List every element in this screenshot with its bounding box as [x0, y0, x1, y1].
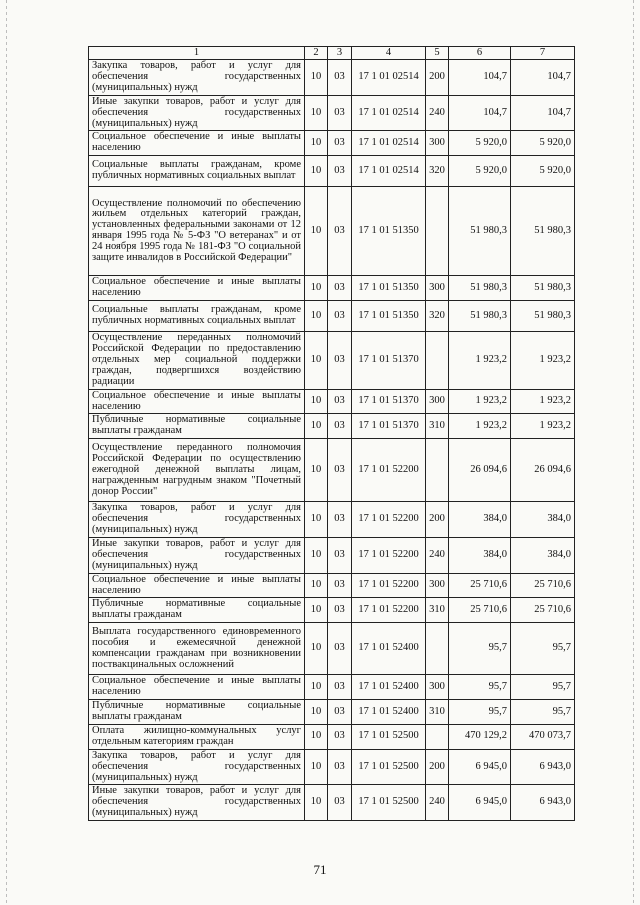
- expense-type-code: [426, 623, 449, 675]
- scan-edge-left: [6, 0, 7, 905]
- amount-year-2: 470 073,7: [511, 724, 575, 749]
- section-code: 10: [305, 537, 328, 573]
- subsection-code: 03: [328, 700, 352, 725]
- table-row: [89, 598, 575, 623]
- section-code: 10: [305, 95, 328, 131]
- expense-type-code: [426, 332, 449, 390]
- subsection-code: 03: [328, 537, 352, 573]
- target-article-code: 17 1 01 52200: [352, 439, 426, 502]
- row-name: Социальное обеспечение и иные выплаты населению: [89, 131, 305, 156]
- table-row: [89, 156, 575, 187]
- amount-year-1: 25 710,6: [449, 573, 511, 598]
- section-code: 10: [305, 389, 328, 414]
- scan-edge-right: [633, 0, 634, 905]
- section-code: 10: [305, 623, 328, 675]
- target-article-code: 17 1 01 51350: [352, 301, 426, 332]
- subsection-code: 03: [328, 573, 352, 598]
- amount-year-2: 104,7: [511, 60, 575, 96]
- expense-type-code: [426, 187, 449, 276]
- table-row: [89, 573, 575, 598]
- column-number: 3: [328, 47, 352, 60]
- column-number: 1: [89, 47, 305, 60]
- expense-type-code: 240: [426, 537, 449, 573]
- amount-year-2: 1 923,2: [511, 414, 575, 439]
- amount-year-2: 95,7: [511, 623, 575, 675]
- subsection-code: 03: [328, 724, 352, 749]
- amount-year-2: 5 920,0: [511, 131, 575, 156]
- table-row: [89, 187, 575, 276]
- target-article-code: 17 1 01 52400: [352, 623, 426, 675]
- amount-year-2: 384,0: [511, 537, 575, 573]
- target-article-code: 17 1 01 51370: [352, 414, 426, 439]
- table-row: [89, 301, 575, 332]
- amount-year-2: 51 980,3: [511, 301, 575, 332]
- expense-type-code: 240: [426, 95, 449, 131]
- subsection-code: 03: [328, 156, 352, 187]
- subsection-code: 03: [328, 332, 352, 390]
- column-number: 2: [305, 47, 328, 60]
- target-article-code: 17 1 01 52200: [352, 598, 426, 623]
- section-code: 10: [305, 156, 328, 187]
- row-name: Социальные выплаты гражданам, кроме публичных нормативных социальных выплат: [89, 156, 305, 187]
- section-code: 10: [305, 502, 328, 538]
- table-row: [89, 439, 575, 502]
- column-number: 7: [511, 47, 575, 60]
- column-numbers-row: [89, 47, 575, 60]
- row-name: Иные закупки товаров, работ и услуг для обеспечения государственных (муниципальных) нужд: [89, 785, 305, 821]
- amount-year-1: 95,7: [449, 623, 511, 675]
- expense-type-code: 200: [426, 502, 449, 538]
- amount-year-1: 5 920,0: [449, 131, 511, 156]
- section-code: 10: [305, 414, 328, 439]
- amount-year-1: 51 980,3: [449, 276, 511, 301]
- column-number: 5: [426, 47, 449, 60]
- row-name: Публичные нормативные социальные выплаты гражданам: [89, 414, 305, 439]
- amount-year-1: 25 710,6: [449, 598, 511, 623]
- subsection-code: 03: [328, 598, 352, 623]
- amount-year-1: 384,0: [449, 502, 511, 538]
- target-article-code: 17 1 01 02514: [352, 95, 426, 131]
- row-name: Публичные нормативные социальные выплаты гражданам: [89, 598, 305, 623]
- expense-type-code: 310: [426, 414, 449, 439]
- amount-year-2: 51 980,3: [511, 276, 575, 301]
- row-name: Иные закупки товаров, работ и услуг для обеспечения государственных (муниципальных) нужд: [89, 537, 305, 573]
- expense-type-code: 300: [426, 573, 449, 598]
- subsection-code: 03: [328, 60, 352, 96]
- target-article-code: 17 1 01 52400: [352, 675, 426, 700]
- target-article-code: 17 1 01 51350: [352, 276, 426, 301]
- amount-year-1: 51 980,3: [449, 187, 511, 276]
- row-name: Осуществление полномочий по обеспечению жильем отдельных категорий граждан, установленных федеральными законами от 12 января 1995 года № 5-ФЗ "О ветеранах" и от 24 ноября 1995 года № 181-ФЗ "О социальной защите инвалидов в Российской Федерации": [89, 187, 305, 276]
- table-row: [89, 785, 575, 821]
- expense-type-code: 200: [426, 60, 449, 96]
- amount-year-1: 95,7: [449, 700, 511, 725]
- section-code: 10: [305, 439, 328, 502]
- table-row: [89, 623, 575, 675]
- row-name: Оплата жилищно-коммунальных услуг отдельным категориям граждан: [89, 724, 305, 749]
- expense-type-code: [426, 724, 449, 749]
- section-code: 10: [305, 724, 328, 749]
- target-article-code: 17 1 01 51370: [352, 332, 426, 390]
- budget-table: [88, 46, 575, 821]
- target-article-code: 17 1 01 52500: [352, 724, 426, 749]
- amount-year-1: 26 094,6: [449, 439, 511, 502]
- amount-year-1: 104,7: [449, 95, 511, 131]
- section-code: 10: [305, 785, 328, 821]
- target-article-code: 17 1 01 02514: [352, 131, 426, 156]
- table-row: [89, 389, 575, 414]
- target-article-code: 17 1 01 51350: [352, 187, 426, 276]
- expense-type-code: 240: [426, 785, 449, 821]
- subsection-code: 03: [328, 414, 352, 439]
- row-name: Публичные нормативные социальные выплаты гражданам: [89, 700, 305, 725]
- row-name: Закупка товаров, работ и услуг для обеспечения государственных (муниципальных) нужд: [89, 749, 305, 785]
- expense-type-code: 300: [426, 131, 449, 156]
- amount-year-1: 6 945,0: [449, 749, 511, 785]
- subsection-code: 03: [328, 502, 352, 538]
- subsection-code: 03: [328, 276, 352, 301]
- expense-type-code: 300: [426, 675, 449, 700]
- subsection-code: 03: [328, 95, 352, 131]
- table-body: [89, 60, 575, 821]
- target-article-code: 17 1 01 52200: [352, 573, 426, 598]
- amount-year-1: 6 945,0: [449, 785, 511, 821]
- row-name: Закупка товаров, работ и услуг для обеспечения государственных (муниципальных) нужд: [89, 60, 305, 96]
- table-row: [89, 276, 575, 301]
- table-row: [89, 502, 575, 538]
- section-code: 10: [305, 301, 328, 332]
- expense-type-code: [426, 439, 449, 502]
- expense-type-code: 320: [426, 301, 449, 332]
- row-name: Выплата государственного единовременного пособия и ежемесячной денежной компенсации гражданам при возникновении поствакцинальных осложнений: [89, 623, 305, 675]
- amount-year-2: 51 980,3: [511, 187, 575, 276]
- target-article-code: 17 1 01 52500: [352, 749, 426, 785]
- row-name: Социальное обеспечение и иные выплаты населению: [89, 573, 305, 598]
- amount-year-2: 1 923,2: [511, 332, 575, 390]
- section-code: 10: [305, 573, 328, 598]
- section-code: 10: [305, 675, 328, 700]
- row-name: Социальное обеспечение и иные выплаты населению: [89, 675, 305, 700]
- amount-year-2: 5 920,0: [511, 156, 575, 187]
- section-code: 10: [305, 187, 328, 276]
- amount-year-1: 384,0: [449, 537, 511, 573]
- amount-year-2: 104,7: [511, 95, 575, 131]
- table-row: [89, 332, 575, 390]
- subsection-code: 03: [328, 623, 352, 675]
- subsection-code: 03: [328, 785, 352, 821]
- amount-year-2: 384,0: [511, 502, 575, 538]
- table-row: [89, 537, 575, 573]
- subsection-code: 03: [328, 439, 352, 502]
- table-row: [89, 675, 575, 700]
- subsection-code: 03: [328, 187, 352, 276]
- expense-type-code: 310: [426, 598, 449, 623]
- subsection-code: 03: [328, 675, 352, 700]
- table-row: [89, 724, 575, 749]
- expense-type-code: 200: [426, 749, 449, 785]
- table-row: [89, 749, 575, 785]
- target-article-code: 17 1 01 02514: [352, 156, 426, 187]
- amount-year-1: 1 923,2: [449, 332, 511, 390]
- row-name: Иные закупки товаров, работ и услуг для обеспечения государственных (муниципальных) нужд: [89, 95, 305, 131]
- subsection-code: 03: [328, 131, 352, 156]
- section-code: 10: [305, 276, 328, 301]
- section-code: 10: [305, 700, 328, 725]
- amount-year-2: 25 710,6: [511, 598, 575, 623]
- amount-year-1: 470 129,2: [449, 724, 511, 749]
- amount-year-1: 1 923,2: [449, 414, 511, 439]
- section-code: 10: [305, 749, 328, 785]
- amount-year-1: 1 923,2: [449, 389, 511, 414]
- amount-year-1: 95,7: [449, 675, 511, 700]
- table-row: [89, 95, 575, 131]
- section-code: 10: [305, 131, 328, 156]
- expense-type-code: 320: [426, 156, 449, 187]
- target-article-code: 17 1 01 02514: [352, 60, 426, 96]
- section-code: 10: [305, 332, 328, 390]
- subsection-code: 03: [328, 749, 352, 785]
- expense-type-code: 310: [426, 700, 449, 725]
- amount-year-1: 5 920,0: [449, 156, 511, 187]
- row-name: Социальные выплаты гражданам, кроме публичных нормативных социальных выплат: [89, 301, 305, 332]
- section-code: 10: [305, 598, 328, 623]
- amount-year-1: 104,7: [449, 60, 511, 96]
- row-name: Социальное обеспечение и иные выплаты населению: [89, 389, 305, 414]
- amount-year-1: 51 980,3: [449, 301, 511, 332]
- amount-year-2: 26 094,6: [511, 439, 575, 502]
- amount-year-2: 6 943,0: [511, 749, 575, 785]
- row-name: Закупка товаров, работ и услуг для обеспечения государственных (муниципальных) нужд: [89, 502, 305, 538]
- amount-year-2: 6 943,0: [511, 785, 575, 821]
- target-article-code: 17 1 01 52200: [352, 502, 426, 538]
- table-row: [89, 60, 575, 96]
- target-article-code: 17 1 01 51370: [352, 389, 426, 414]
- target-article-code: 17 1 01 52400: [352, 700, 426, 725]
- amount-year-2: 1 923,2: [511, 389, 575, 414]
- target-article-code: 17 1 01 52200: [352, 537, 426, 573]
- subsection-code: 03: [328, 389, 352, 414]
- amount-year-2: 95,7: [511, 675, 575, 700]
- target-article-code: 17 1 01 52500: [352, 785, 426, 821]
- table-row: [89, 414, 575, 439]
- column-number: 6: [449, 47, 511, 60]
- table-row: [89, 131, 575, 156]
- amount-year-2: 25 710,6: [511, 573, 575, 598]
- table-row: [89, 700, 575, 725]
- column-number: 4: [352, 47, 426, 60]
- section-code: 10: [305, 60, 328, 96]
- page-number: 71: [313, 862, 327, 877]
- expense-type-code: 300: [426, 389, 449, 414]
- row-name: Осуществление переданного полномочия Российской Федерации по осуществлению ежегодной денежной выплаты лицам, награжденным нагрудным знаком "Почетный донор России": [89, 439, 305, 502]
- row-name: Осуществление переданных полномочий Российской Федерации по предоставлению отдельных мер социальной поддержки граждан, подвергшихся воздействию радиации: [89, 332, 305, 390]
- subsection-code: 03: [328, 301, 352, 332]
- expense-type-code: 300: [426, 276, 449, 301]
- row-name: Социальное обеспечение и иные выплаты населению: [89, 276, 305, 301]
- amount-year-2: 95,7: [511, 700, 575, 725]
